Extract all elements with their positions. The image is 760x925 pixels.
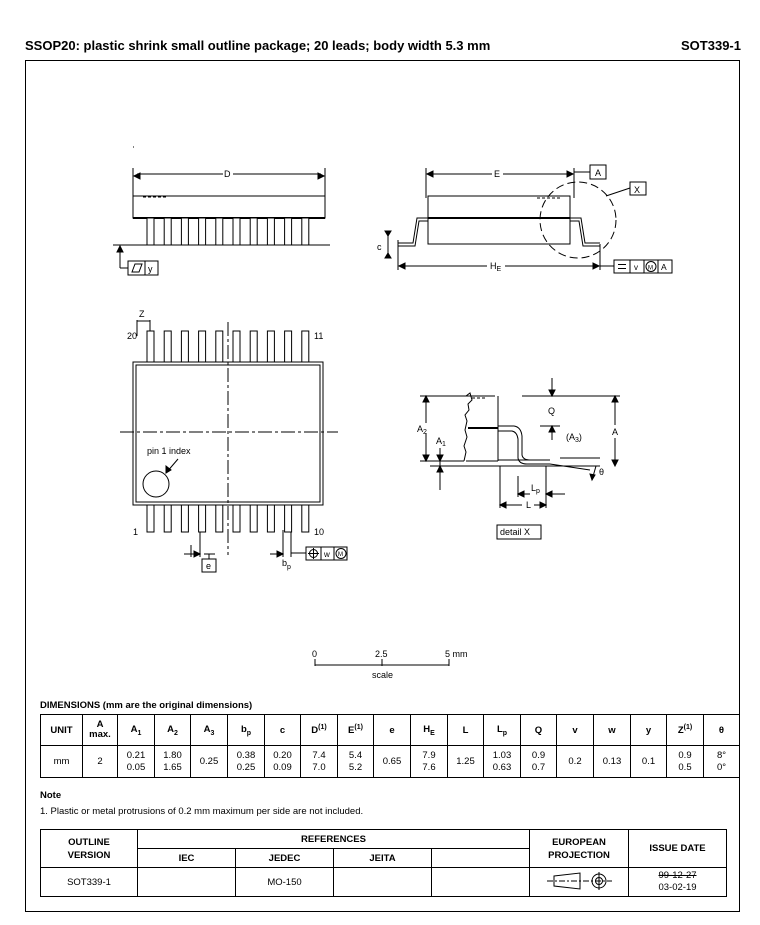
cell-y: 0.1 [631,746,667,778]
th-theta: θ [704,715,740,746]
scale-0: 0 [312,649,318,659]
label-y: y [148,264,153,274]
label-A: A [612,427,619,437]
top-lead-lower [285,505,292,532]
th-a-max: A max. [83,715,118,746]
th-c: c [265,715,301,746]
label-Q: Q [548,406,556,416]
european-projection-header: EUROPEAN PROJECTION [530,830,629,868]
cell-e-upper: 5.4 5.2 [338,746,374,778]
label-A-ref: A [661,262,667,272]
top-lead-lower [147,505,154,532]
dimensions-mm-row [41,746,740,778]
blank-value [432,868,530,897]
cell-w: 0.13 [594,746,631,778]
dimensions-header-row [41,715,740,746]
top-lead-lower [164,505,171,532]
datum-A-box: A [595,168,602,178]
cell-q: 0.9 0.7 [521,746,557,778]
blank-header [432,849,530,868]
pin-11-label: 11 [314,331,324,341]
top-lead-lower [181,505,188,532]
th-e-upper: $E^{(1)}$ [338,715,374,746]
dimensions-title: DIMENSIONS (mm are the original dimensions) [40,700,253,711]
th-l: L [448,715,484,746]
th-y: y [631,715,667,746]
pin-1-label: 1 [133,527,139,537]
th-he: $H_E$ [411,715,448,746]
top-lead-lower [199,505,206,532]
th-bp: $b_p$ [228,715,265,746]
jedec-header: JEDEC [236,849,334,868]
side-lead [302,218,309,245]
label-v: v [634,263,638,272]
th-e: e [374,715,411,746]
outline-version-value: SOT339-1 [41,868,138,897]
top-lead-lower [250,505,257,532]
cell-unit: mm [41,746,83,778]
label-L: L [526,500,532,510]
detail-x-label: detail X [500,527,531,537]
end-view [385,165,672,273]
dimensions-table [40,714,740,778]
side-lead [267,218,274,245]
side-lead [216,218,223,245]
side-lead [250,218,257,245]
side-lead [164,218,171,245]
label-bp: $b_p$ [282,558,291,571]
label-E: E [494,169,501,179]
th-z: $Z^{(1)}$ [667,715,704,746]
scale-5mm: 5 mm [445,649,468,659]
cell-a1: 0.21 0.05 [118,746,155,778]
th-a3: $A_3$ [191,715,228,746]
jedec-value: MO-150 [236,868,334,897]
top-lead-lower [233,505,240,532]
label-theta: θ [599,467,605,477]
iec-header: IEC [138,849,236,868]
th-d: $D^{(1)}$ [301,715,338,746]
cell-d: 7.4 7.0 [301,746,338,778]
references-table [40,829,727,897]
side-lead [147,218,154,245]
cell-a2: 1.80 1.65 [155,746,191,778]
label-Z: Z [139,309,145,319]
th-w: w [594,715,631,746]
note-text: 1. Plastic or metal protrusions of 0.2 mm maximum per side are not included. [40,806,364,817]
label-Lp: $L_p$ [531,483,540,495]
outline-version-header: OUTLINE VERSION [41,830,138,868]
label-M-w: M [338,552,343,558]
top-lead-upper [285,331,292,362]
cell-lp: 1.03 0.63 [484,746,521,778]
label-c: c [377,242,382,252]
top-lead-upper [302,331,309,362]
pin-1-index-label: pin 1 index [147,446,191,456]
scale-bar [315,659,449,666]
issue-dates: 99-12-27 03-02-19 [629,868,727,897]
cell-a: 2 [83,746,118,778]
issue-date-header: ISSUE DATE [629,830,727,868]
scale-label: scale [372,670,394,680]
european-projection-symbol [530,868,629,897]
package-title: SSOP20: plastic shrink small outline package; 20 leads; body width 5.3 mm [25,38,491,53]
package-code: SOT339-1 [681,38,741,53]
top-lead-upper [147,331,154,362]
cell-l: 1.25 [448,746,484,778]
th-a2: $A_2$ [155,715,191,746]
references-header: REFERENCES [138,830,530,849]
label-A2: $A_2$ [417,424,427,436]
top-lead-lower [302,505,309,532]
th-v: v [557,715,594,746]
projection-icon [544,870,614,892]
top-lead-upper [164,331,171,362]
label-M: M [648,265,653,272]
top-lead-lower [216,505,223,532]
top-lead-upper [233,331,240,362]
note-title: Note [40,790,62,801]
top-lead-upper [216,331,223,362]
th-unit: UNIT [41,715,83,746]
jeita-header: JEITA [334,849,432,868]
th-lp: $L_p$ [484,715,521,746]
cell-e: 0.65 [374,746,411,778]
label-A3: $(A_3)$ [566,432,582,444]
side-lead [233,218,240,245]
top-lead-upper [199,331,206,362]
cell-v: 0.2 [557,746,594,778]
label-w: w [324,550,330,559]
scale-2-5: 2.5 [375,649,388,659]
cell-z: 0.9 0.5 [667,746,704,778]
side-lead [285,218,292,245]
cell-a3: 0.25 [191,746,228,778]
iec-value [138,868,236,897]
top-lead-lower [267,505,274,532]
label-HE: $H_E$ [490,261,502,273]
th-a1: $A_1$ [118,715,155,746]
pin-10-label: 10 [314,527,325,537]
cell-theta: 8° 0° [704,746,740,778]
th-q: Q [521,715,557,746]
side-lead [181,218,188,245]
label-D: D [224,169,231,179]
pin-20-label: 20 [127,331,138,341]
detail-x-view [420,378,620,539]
top-lead-upper [267,331,274,362]
top-lead-upper [250,331,257,362]
top-lead-upper [181,331,188,362]
jeita-value [334,868,432,897]
cell-c: 0.20 0.09 [265,746,301,778]
side-lead [199,218,206,245]
cell-bp: 0.38 0.25 [228,746,265,778]
cell-he: 7.9 7.6 [411,746,448,778]
label-e: e [206,561,212,571]
label-X: X [634,185,641,195]
label-A1: $A_1$ [436,436,446,448]
